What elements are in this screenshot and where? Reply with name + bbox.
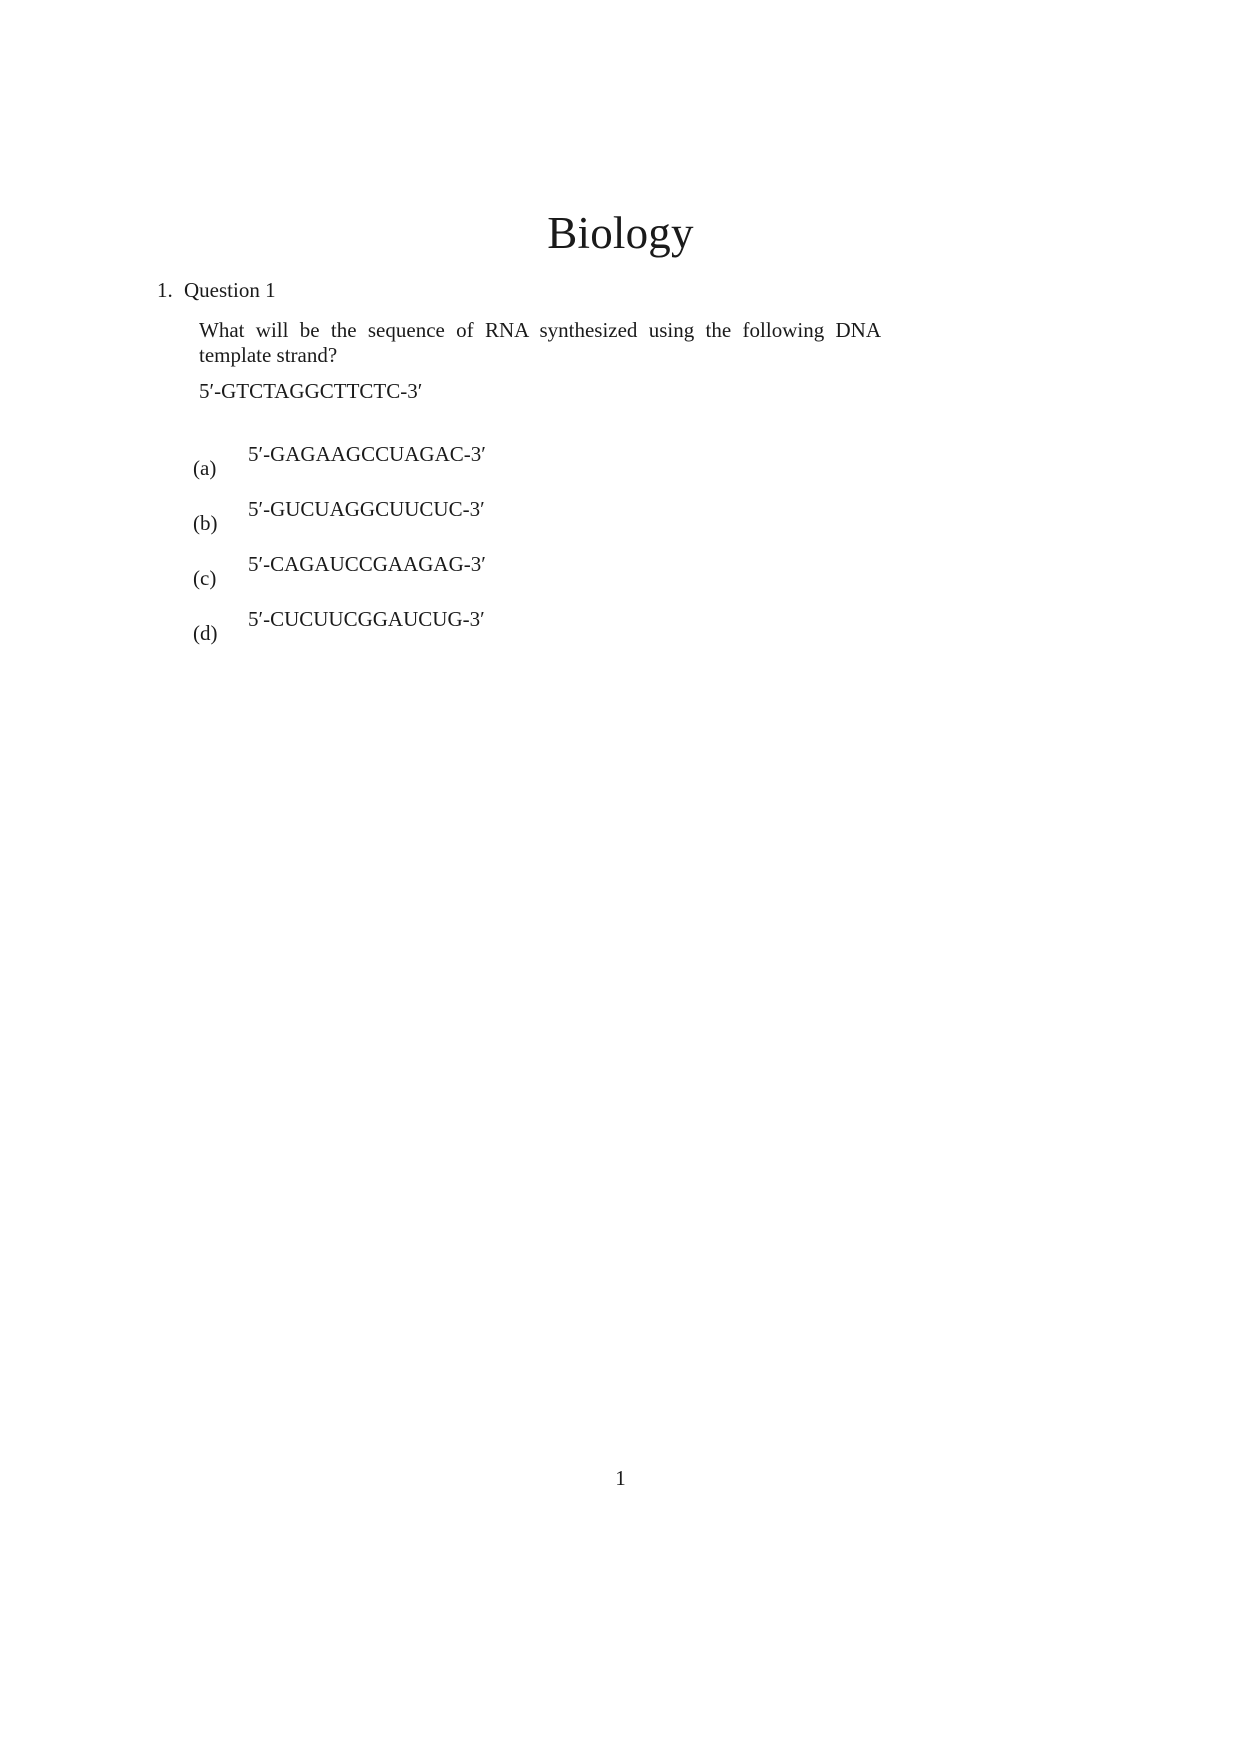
question-heading xyxy=(157,276,276,304)
page-title xyxy=(0,205,1241,261)
page-number: 1 xyxy=(615,1466,626,1490)
question-heading-text: Question 1 xyxy=(184,278,276,302)
option-text: 5′-GAGAAGCCUAGAC-3′ xyxy=(248,442,486,466)
option-text: 5′-CUCUUCGGAUCUG-3′ xyxy=(248,607,485,631)
question-text xyxy=(199,318,881,368)
option-label: (d) xyxy=(193,621,218,645)
question-number: 1. xyxy=(157,278,173,302)
option-text: 5′-GUCUAGGCUUCUC-3′ xyxy=(248,497,485,521)
dna-template-strand: 5′-GTCTAGGCTTCTC-3′ xyxy=(199,379,423,403)
option-label: (c) xyxy=(193,566,217,590)
question-text-line-1: What will be the sequence of RNA synthesized using the following DNA xyxy=(199,318,881,342)
option-text: 5′-CAGAUCCGAAGAG-3′ xyxy=(248,552,486,576)
question-text-line-2: template strand? xyxy=(199,343,338,367)
option-label: (b) xyxy=(193,511,218,535)
option-label: (a) xyxy=(193,456,217,480)
page-title-text: Biology xyxy=(547,208,694,258)
